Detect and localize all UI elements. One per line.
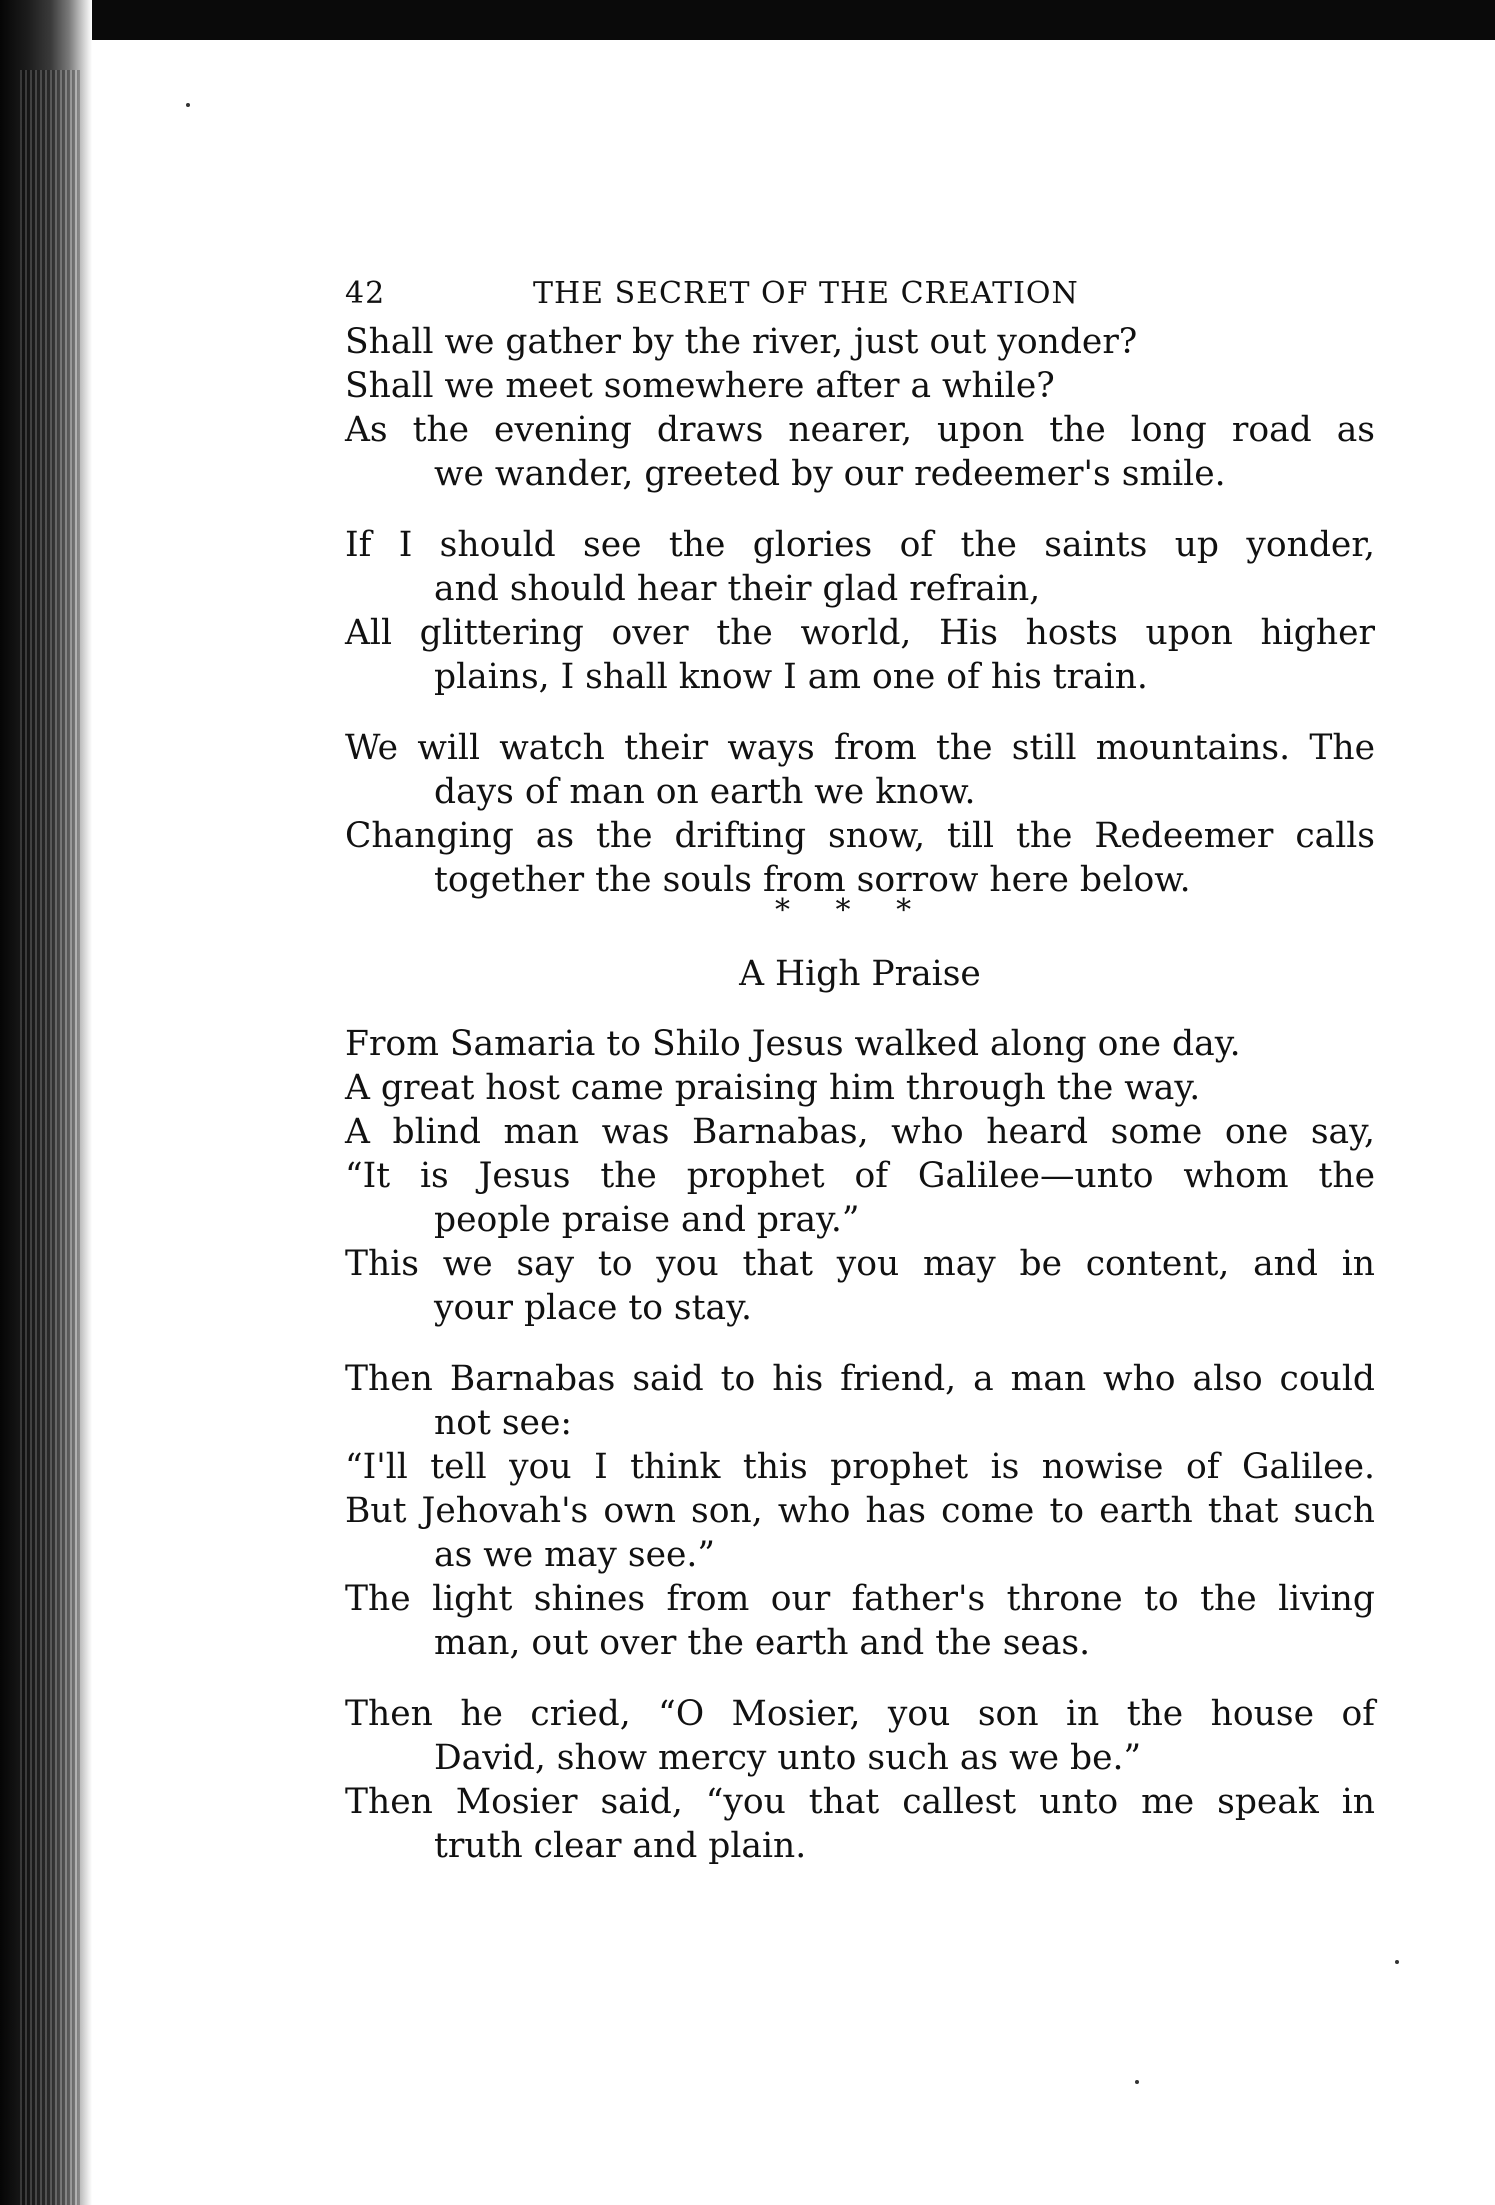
verse-line: together the souls from sorrow here below. bbox=[434, 860, 1191, 900]
book-page bbox=[345, 272, 1375, 1868]
scan-top-curve bbox=[0, 40, 1495, 80]
running-title: THE SECRET OF THE CREATION bbox=[533, 276, 1079, 311]
speck bbox=[1135, 2080, 1139, 2084]
stanza bbox=[345, 726, 1375, 902]
verse-line: “It is Jesus the prophet of Galilee—unto whom the bbox=[345, 1156, 1375, 1196]
stanza-gap bbox=[345, 699, 1375, 726]
verse-line: as we may see.” bbox=[434, 1535, 716, 1575]
stanza-gap bbox=[345, 1330, 1375, 1357]
stanza bbox=[345, 1692, 1375, 1868]
verse-line: David, show mercy unto such as we be.” bbox=[434, 1738, 1142, 1778]
verse-line: days of man on earth we know. bbox=[434, 772, 976, 812]
verse-line: your place to stay. bbox=[434, 1288, 752, 1328]
verse-line: plains, I shall know I am one of his train. bbox=[434, 657, 1148, 697]
verse-line: “I'll tell you I think this prophet is nowise of Galilee. bbox=[345, 1447, 1375, 1487]
poem-gather-by-the-river bbox=[345, 320, 1375, 902]
verse-line: Then Barnabas said to his friend, a man who also could bbox=[345, 1359, 1375, 1399]
verse-line: people praise and pray.” bbox=[434, 1200, 860, 1240]
section-separator: * * * bbox=[775, 893, 930, 928]
verse-line: man, out over the earth and the seas. bbox=[434, 1623, 1091, 1663]
verse-line: Then Mosier said, “you that callest unto me speak in bbox=[345, 1782, 1375, 1822]
stanza-gap bbox=[345, 496, 1375, 523]
verse-line: not see: bbox=[434, 1403, 572, 1443]
verse-line: Changing as the drifting snow, till the Redeemer calls bbox=[345, 816, 1375, 856]
verse-line: we wander, greeted by our redeemer's smile. bbox=[434, 454, 1226, 494]
verse-line: If I should see the glories of the saints up yonder, bbox=[345, 525, 1375, 565]
verse-line: From Samaria to Shilo Jesus walked along one day. bbox=[345, 1024, 1241, 1064]
verse-line: A great host came praising him through the way. bbox=[345, 1068, 1201, 1108]
verse-line: All glittering over the world, His hosts upon higher bbox=[345, 613, 1375, 653]
poem-title: A High Praise bbox=[739, 954, 981, 994]
verse-line: But Jehovah's own son, who has come to earth that such bbox=[345, 1491, 1375, 1531]
page-header bbox=[345, 272, 1375, 320]
verse-line: and should hear their glad refrain, bbox=[434, 569, 1041, 609]
speck bbox=[186, 103, 190, 107]
poem-a-high-praise bbox=[345, 1022, 1375, 1868]
speck bbox=[1395, 1960, 1399, 1964]
page-number: 42 bbox=[345, 276, 386, 311]
stanza bbox=[345, 320, 1375, 496]
verse-line: A blind man was Barnabas, who heard some one say, bbox=[345, 1112, 1375, 1152]
stanza bbox=[345, 1357, 1375, 1665]
stanza-gap bbox=[345, 1665, 1375, 1692]
binding-streaks bbox=[20, 70, 80, 2205]
stanza bbox=[345, 1022, 1375, 1330]
verse-line: We will watch their ways from the still mountains. The bbox=[345, 728, 1375, 768]
verse-line: As the evening draws nearer, upon the long road as bbox=[345, 410, 1375, 450]
verse-line: The light shines from our father's throne to the living bbox=[345, 1579, 1375, 1619]
verse-line: Then he cried, “O Mosier, you son in the house of bbox=[345, 1694, 1375, 1734]
verse-line: Shall we meet somewhere after a while? bbox=[345, 366, 1055, 406]
stanza bbox=[345, 523, 1375, 699]
verse-line: truth clear and plain. bbox=[434, 1826, 807, 1866]
verse-line: This we say to you that you may be content, and in bbox=[345, 1244, 1375, 1284]
verse-line: Shall we gather by the river, just out yonder? bbox=[345, 322, 1138, 362]
